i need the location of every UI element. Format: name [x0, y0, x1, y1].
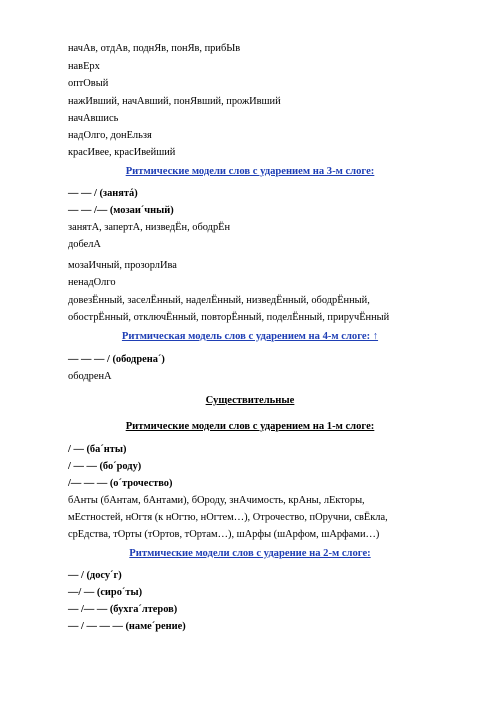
text-line: довезЁнный, заселЁнный, наделЁнный, низведЁнный, ободрЁнный,: [68, 295, 370, 306]
section-heading-link[interactable]: Ритмические модели слов с ударением на 3-м слоге:: [125, 166, 375, 177]
section-heading-link[interactable]: Ритмические модели слов с ударение на 2-м слоге:: [129, 548, 371, 559]
rhythm-model: — / (досу´г): [68, 570, 122, 581]
section-heading: Ритмические модели слов с ударением на 1-м слоге:: [125, 421, 375, 432]
rhythm-model: — — — / (ободрена´): [68, 354, 165, 365]
text-line: навЕрх: [68, 61, 100, 72]
rhythm-model: —/ — (сиро´ты): [68, 587, 143, 598]
text-line: срЕдства, тОрты (тОртов, тОртам…), шАрфы (шАрфом, шАрфами…): [68, 529, 380, 540]
text-line: начАвшись: [68, 113, 119, 124]
rhythm-model: /— — — (о´трочество): [68, 478, 173, 489]
text-line: начАв, отдАв, поднЯв, понЯв, прибЫв: [68, 43, 241, 54]
text-line: красИвее, красИвейший: [68, 147, 176, 158]
rhythm-model: — /— — (бухга´лтеров): [68, 604, 178, 615]
text-line: нажИвший, начАвший, понЯвший, прожИвший: [68, 96, 281, 107]
text-line: занятА, запертА, низведЁн, ободрЁн: [68, 222, 231, 233]
rhythm-model: / — — (бо´роду): [68, 461, 142, 472]
text-line: добелА: [68, 239, 101, 250]
rhythm-model: — / — — — (наме´рение): [68, 621, 186, 632]
rhythm-model: — — /— (мозаи´чный): [68, 205, 174, 216]
rhythm-model: — — / (занятá): [68, 188, 138, 199]
rhythm-model: / — (ба´нты): [68, 444, 127, 455]
text-line: оптОвый: [68, 78, 109, 89]
text-line: обострЁнный, отключЁнный, повторЁнный, поделЁнный, приручЁнный: [68, 312, 390, 323]
text-line: мозаИчный, прозорлИва: [68, 260, 177, 271]
text-line: мЕстностей, нОгтя (к нОгтю, нОгтем…), Отрочество, пОручни, свЁкла,: [68, 512, 388, 523]
section-heading-link[interactable]: Ритмическая модель слов с ударением на 4-м слоге: ↑: [121, 331, 379, 342]
text-line: бАнты (бАнтам, бАнтами), бОроду, знАчимость, крАны, лЕкторы,: [68, 495, 365, 506]
text-line: ободренА: [68, 371, 112, 382]
text-line: ненадОлго: [68, 277, 116, 288]
section-heading: Существительные: [205, 395, 295, 406]
text-line: надОлго, донЕльзя: [68, 130, 152, 141]
